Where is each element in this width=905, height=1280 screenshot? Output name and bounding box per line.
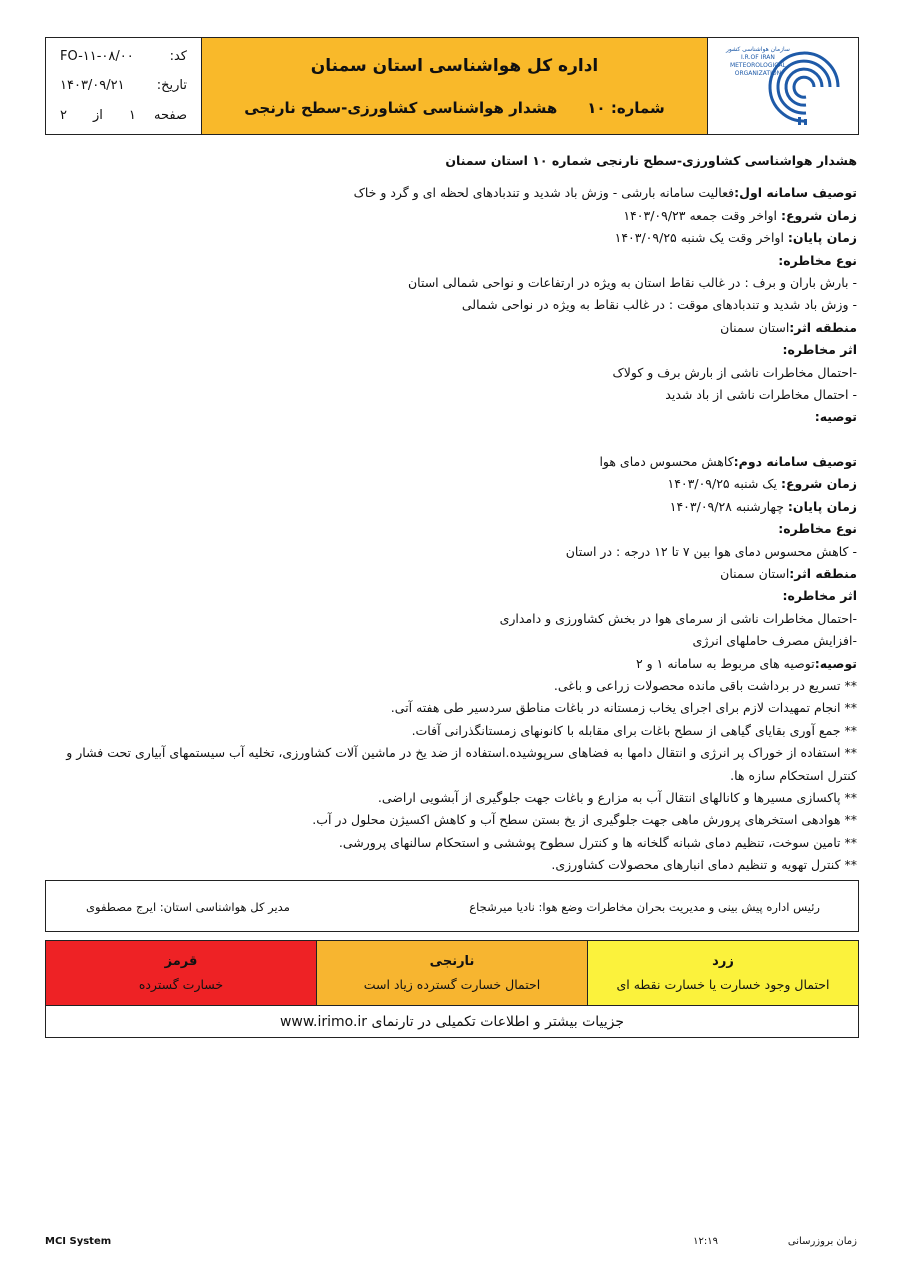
date-row [60,78,187,93]
legend-yellow-desc: احتمال وجود خسارت یا خسارت نقطه ای [616,977,830,992]
system1-start [37,205,857,227]
legend-row [46,941,858,1006]
date-label: تاریخ: [156,78,187,94]
system2-hazard-label: نوع مخاطره: [778,521,857,537]
system1-end-label: زمان پایان: [787,230,857,246]
title-cell [201,38,707,134]
code-value: FO-۱۱-۰۸/۰۰ [60,49,134,65]
more-info-link[interactable]: جزییات بیشتر و اطلاعات تکمیلی در تارنمای www.irimo.ir [279,1014,625,1030]
code-label: کد: [169,49,187,65]
page-row [60,108,187,123]
logo-text-en-1: I.R.OF IRAN [740,54,775,61]
legend-orange [317,941,588,1005]
recommendation-item: ** انجام تمهیدات لازم برای اجرای یخاب زمستانه در باغات مناطق سردسیر طی هفته آتی. [390,700,857,716]
system1-effect-label: اثر مخاطره: [782,342,857,358]
logo-text-fa: سازمان هواشناسی کشور [726,46,790,53]
system2-advice-label: توصیه: [814,655,857,671]
footer-system-name: MCI System [45,1236,112,1247]
page-total: ۲ [60,107,67,123]
system1-end-value: اواخر وقت یک شنبه ۱۴۰۳/۰۹/۲۵ [614,230,784,246]
legend-orange-title: نارنجی [429,954,475,969]
recommendation-item: ** تامین سوخت، تنظیم دمای شبانه گلخانه ها و کنترل سطوح پوششی و استحکام سالنهای پرورشی. [338,834,857,850]
legend-red [46,941,317,1005]
page-numbers [60,108,136,123]
legend-yellow-title: زرد [712,954,734,969]
legend-yellow [588,941,858,1005]
system2-advice [37,653,857,675]
system1-end [37,227,857,249]
system1-area-value: استان سمنان [720,319,790,335]
system2-advice-value: توصیه های مربوط به سامانه ۱ و ۲ [635,655,815,671]
warning-number: شماره: ۱۰ [587,98,665,117]
legend-red-desc: خسارت گسترده [138,977,224,992]
warning-body [37,150,857,877]
logo-text [726,46,790,78]
code-row [60,49,187,64]
system2-area-value: استان سمنان [720,565,790,581]
system1-desc-label: توصیف سامانه اول: [734,185,857,201]
warning-subtitle-row [202,99,707,117]
date-value: ۱۴۰۳/۰۹/۲۱ [60,78,125,94]
page-of: از [92,107,103,123]
system1-start-label: زمان شروع: [780,207,857,223]
system2-area-label: منطقه اثر: [789,565,857,581]
office-title: اداره کل هواشناسی استان سمنان [310,55,599,76]
page-current: ۱ [128,107,136,123]
system2-desc [37,451,857,473]
footer-update-label: زمان بروزرسانی [787,1236,857,1247]
system1-desc-value: فعالیت سامانه بارشی - وزش باد شدید و تندبادهای لحظه ای و گرد و خاک [353,185,735,201]
system2-desc-value: کاهش محسوس دمای هوا [599,453,734,469]
system2-desc-label: توصیف سامانه دوم: [733,453,857,469]
system1-desc [37,182,857,204]
body-heading: هشدار هواشناسی کشاورزی-سطح نارنجی شماره ۱۰ استان سمنان [445,153,857,168]
warning-subtitle: هشدار هواشناسی کشاورزی-سطح نارنجی [244,98,558,117]
system1-area [37,317,857,339]
system2-start-label: زمان شروع: [780,476,857,492]
recommendation-item: ** جمع آوری بقایای گیاهی از سطح باغات برای مقابله با کانونهای زمستانگذرانی آفات. [411,722,857,738]
system2-effect-label: اثر مخاطره: [782,588,857,604]
recommendation-item: ** استفاده از خوراک پر انرژی و انتقال دامها به فضاهای سرپوشیده.استفاده از ضد یخ در ماشین آلات کشاورزی، تخلیه آب سیستمهای آبیاری تحت فشار و [66,745,857,761]
legend-orange-desc: احتمال خسارت گسترده زیاد است [363,977,541,992]
forecast-head-signature: رئیس اداره پیش بینی و مدیریت بحران مخاطرات وضع هوا: نادیا میرشجاع [469,900,820,914]
system2-start-value: یک شنبه ۱۴۰۳/۰۹/۲۵ [667,476,777,492]
director-signature: مدیر کل هواشناسی استان: ایرج مصطفوی [86,900,290,914]
warning-level-legend [45,940,859,1038]
recommendation-item: ** کنترل تهویه و تنظیم دمای انبارهای محصولات کشاورزی. [551,857,857,873]
recommendation-item: ** تسریع در برداشت باقی مانده محصولات زراعی و باغی. [553,677,857,693]
logo-text-en-3: ORGANIZATION [734,70,782,77]
meta-cell [46,38,201,134]
system1-hazard-2: - وزش باد شدید و تندبادهای موقت : در غالب نقاط به ویژه در نواحی شمالی [461,297,857,313]
logo-cell [707,38,858,134]
system2-effect-2: -افزایش مصرف حاملهای انرژی [692,633,857,649]
recommendation-item: کنترل استحکام سازه ها. [730,767,857,783]
recommendation-item: ** پاکسازی مسیرها و کانالهای انتقال آب به مزارع و باغات جهت جلوگیری از آبشویی اراضی. [377,789,857,805]
footer-update-time [693,1236,857,1247]
page-label: صفحه [154,107,187,123]
system1-effect-2: - احتمال مخاطرات ناشی از باد شدید [665,387,857,403]
system1-effect-1: -احتمال مخاطرات ناشی از بارش برف و کولاک [612,364,857,380]
logo-text-en-2: METEOROLOGICAL [729,62,786,69]
system2-start [37,473,857,495]
legend-red-title: قرمز [164,954,198,969]
system2-end [37,496,857,518]
recommendation-item: ** هوادهی استخرهای پرورش ماهی جهت جلوگیری از یخ بستن سطح آب و کاهش اکسیژن محلول در آب. [312,812,857,828]
system2-end-label: زمان پایان: [787,498,857,514]
system2-end-value: چهارشنبه ۱۴۰۳/۰۹/۲۸ [669,498,784,514]
footer-update-value: ۱۲:۱۹ [693,1236,718,1247]
system1-start-value: اواخر وقت جمعه ۱۴۰۳/۰۹/۲۳ [623,207,777,223]
signatures-box [45,880,859,932]
system1-hazard-1: - بارش باران و برف : در غالب نقاط استان به ویژه در ارتفاعات و نواحی شمالی استان [407,275,857,291]
system1-advice-label: توصیه: [814,409,857,425]
system1-area-label: منطقه اثر: [789,319,857,335]
system2-effect-1: -احتمال مخاطرات ناشی از سرمای هوا در بخش کشاورزی و دامداری [499,610,857,626]
system1-hazard-label: نوع مخاطره: [778,252,857,268]
system2-area [37,563,857,585]
document-header [45,37,859,135]
system2-hazard-1: - کاهش محسوس دمای هوا بین ۷ تا ۱۲ درجه : در استان [565,543,857,559]
